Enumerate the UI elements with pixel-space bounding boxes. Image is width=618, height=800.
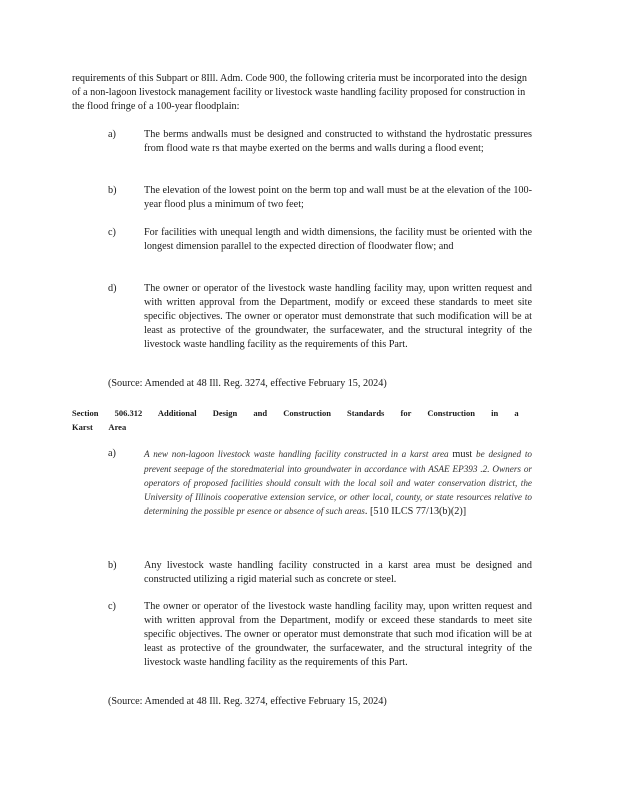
item-text-statutory	[144, 447, 532, 519]
item-text: The elevation of the lowest point on the berm top and wall must be at the elevation of the 100-year flood plus a minimum of two feet;	[144, 185, 532, 210]
source-note: (Source: Amended at 48 Ill. Reg. 3274, effective February 15, 2024)	[108, 378, 387, 389]
item-letter: d)	[108, 283, 117, 294]
statute-citation: . [510 ILCS 77/13(b)(2)]	[364, 506, 467, 517]
item-text: The owner or operator of the livestock waste handling facility may, upon written request and with written approval from the Department, modify or exceed these standards to meet site specific objectives. The owner or operator must demonstrate that such modification will be at least as protective of the groundwater, the surfacewater, and the structural integrity of the livestock waste handling facility as the requirements of this Part.	[144, 283, 532, 350]
must-word: must	[452, 449, 473, 460]
item-text: For facilities with unequal length and width dimensions, the facility must be oriented with the longest dimension parallel to the expected direction of floodwater flow; and	[144, 227, 532, 252]
intro-paragraph: requirements of this Subpart or 8Ill. Adm. Code 900, the following criteria must be incorporated into the design of a non-lagoon livestock management facility or livestock waste handling facility proposed for construction in the flood fringe of a 100-year floodplain:	[72, 73, 527, 112]
item-letter: a)	[108, 448, 116, 459]
item-letter: b)	[108, 185, 117, 196]
item-text: The berms andwalls must be designed and constructed to withstand the hydrostatic pressures from flood wate rs that maybe exerted on the berms and walls during a flood event;	[144, 129, 532, 154]
item-letter: b)	[108, 560, 117, 571]
source-note: (Source: Amended at 48 Ill. Reg. 3274, effective February 15, 2024)	[108, 696, 387, 707]
statute-text-1: A new non-lagoon livestock waste handling facility constructed in a karst area	[144, 449, 449, 459]
section-heading: Section 506.312 Additional Design and Construction Standards for Construction in a Karst Area	[72, 408, 519, 432]
item-text: Any livestock waste handling facility constructed in a karst area must be designed and constructed utilizing a rigid material such as concrete or steel.	[144, 560, 532, 585]
item-letter: a)	[108, 129, 116, 140]
statute-text-2: be designed to prevent seepage of the storedmaterial into groundwater in accordance with ASAE EP393 .2. Owners or operators of proposed facilities should consult with the local soil and water conservation district, the University of Illinois cooperative extension service, or other local, county, or state resources relative to determining the possible pr esence or absence of such areas	[144, 449, 533, 516]
item-letter: c)	[108, 227, 116, 238]
item-text: The owner or operator of the livestock waste handling facility may, upon written request and with written approval from the Department, modify or exceed these standards to meet site specific objectives. The owner or operator must demonstrate that such mod ification will be at least as protective of the groundwater, the surfacewater, and the structural integrity of the livestock waste handling facility as the requirements of this Part.	[144, 601, 532, 668]
item-letter: c)	[108, 601, 116, 612]
